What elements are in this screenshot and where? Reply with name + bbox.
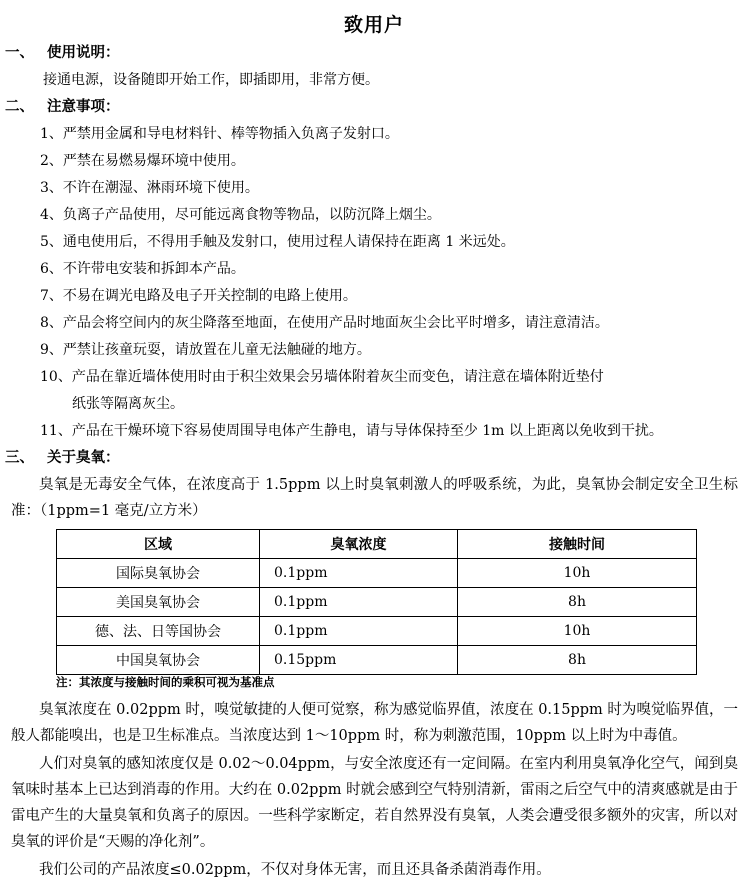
- section-2-heading: [5, 96, 120, 118]
- ozone-paragraph-3: [11, 857, 738, 883]
- list-item: 4、负离子产品使用，尽可能远离食物等物品，以防沉降上烟尘。: [40, 207, 441, 223]
- table-cell-region: 中国臭氧协会: [57, 646, 260, 675]
- table-cell-region: 美国臭氧协会: [57, 588, 260, 617]
- ozone-paragraph-1: [11, 697, 738, 749]
- list-item: 2、严禁在易燃易爆环境中使用。: [40, 153, 245, 169]
- list-item: 9、严禁让孩童玩耍，请放置在儿童无法触碰的地方。: [40, 342, 371, 358]
- table-cell-region: 国际臭氧协会: [57, 559, 260, 588]
- table-cell-region: 德、法、日等国协会: [57, 617, 260, 646]
- section-2-title: 注意事项：: [47, 99, 120, 115]
- table-cell-exposure-time: 8h: [458, 588, 697, 617]
- ozone-paragraph-1-text: 臭氧浓度在 0.02ppm 时，嗅觉敏捷的人便可觉察，称为感觉临界值，浓度在 0.15ppm 时为嗅觉临界值，一般人都能嗅出，也是卫生标准点。当浓度达到 1～10ppm 时，称为刺激范围，10ppm 以上时为中毒值。: [11, 702, 738, 744]
- list-item: 11、产品在干燥环境下容易使周围导电体产生静电，请与导体保持至少 1m 以上距离以免收到干扰。: [40, 423, 663, 439]
- ozone-paragraph-2-text: 人们对臭氧的感知浓度仅是 0.02～0.04ppm，与安全浓度还有一定间隔。在室内利用臭氧净化空气，闻到臭氧味时基本上已达到消毒的作用。大约在 0.02ppm 时就会感到空气特别清新，雷雨之后空气中的清爽感就是由于雷电产生的大量臭氧和负离子的原因。一些科学家断定，若自然界没有臭氧，人类会遭受很多额外的灾害，所以对臭氧的评价是“天赐的净化剂”。: [11, 756, 738, 850]
- section-1-text: 接通电源，设备随即开始工作，即插即用，非常方便。: [43, 72, 379, 88]
- ozone-intro-paragraph: [11, 472, 738, 524]
- ozone-standards-table: [56, 529, 697, 675]
- page-title: 致用户: [343, 14, 404, 36]
- column-header-region: 区域: [57, 530, 260, 559]
- section-2-number: 二、: [5, 99, 34, 115]
- table-cell-exposure-time: 10h: [458, 559, 697, 588]
- table-cell-concentration: 0.1ppm: [260, 617, 458, 646]
- table-cell-exposure-time: 8h: [458, 646, 697, 675]
- table-cell-concentration: 0.1ppm: [260, 588, 458, 617]
- section-3-title: 关于臭氧：: [47, 450, 120, 466]
- list-item: 3、不许在潮湿、淋雨环境下使用。: [40, 180, 259, 196]
- table-note: 注：其浓度与接触时间的乘积可视为基准点: [56, 675, 275, 689]
- section-1-title: 使用说明：: [47, 45, 120, 61]
- table-row: [57, 617, 697, 646]
- table-row: [57, 646, 697, 675]
- list-item: 5、通电使用后，不得用手触及发射口，使用过程人请保持在距离 1 米远处。: [40, 234, 515, 250]
- list-item-continuation: 纸张等隔离灰尘。: [72, 396, 184, 412]
- list-item: 10、产品在靠近墙体使用时由于积尘效果会另墙体附着灰尘而变色，请注意在墙体附近垫付: [40, 369, 604, 385]
- column-header-exposure-time: 接触时间: [458, 530, 697, 559]
- section-1-number: 一、: [5, 45, 34, 61]
- table-cell-concentration: 0.15ppm: [260, 646, 458, 675]
- section-3-heading: [5, 447, 120, 469]
- ozone-intro-text: 臭氧是无毒安全气体，在浓度高于 1.5ppm 以上时臭氧刺激人的呼吸系统，为此，臭氧协会制定安全卫生标准：（1ppm=1 毫克/立方米）: [11, 477, 738, 519]
- table-cell-exposure-time: 10h: [458, 617, 697, 646]
- ozone-paragraph-3-text: 我们公司的产品浓度≤0.02ppm，不仅对身体无害，而且还具备杀菌消毒作用。: [39, 862, 551, 878]
- column-header-concentration: 臭氧浓度: [260, 530, 458, 559]
- table-row: [57, 588, 697, 617]
- list-item: 6、不许带电安装和拆卸本产品。: [40, 261, 245, 277]
- list-item: 1、严禁用金属和导电材料针、棒等物插入负离子发射口。: [40, 126, 399, 142]
- table-row: [57, 559, 697, 588]
- list-item: 7、不易在调光电路及电子开关控制的电路上使用。: [40, 288, 357, 304]
- ozone-paragraph-2: [11, 751, 738, 855]
- section-1-heading: [5, 42, 120, 64]
- list-item: 8、产品会将空间内的灰尘降落至地面，在使用产品时地面灰尘会比平时增多，请注意清洁。: [40, 315, 609, 331]
- section-3-number: 三、: [5, 450, 34, 466]
- table-cell-concentration: 0.1ppm: [260, 559, 458, 588]
- table-header-row: [57, 530, 697, 559]
